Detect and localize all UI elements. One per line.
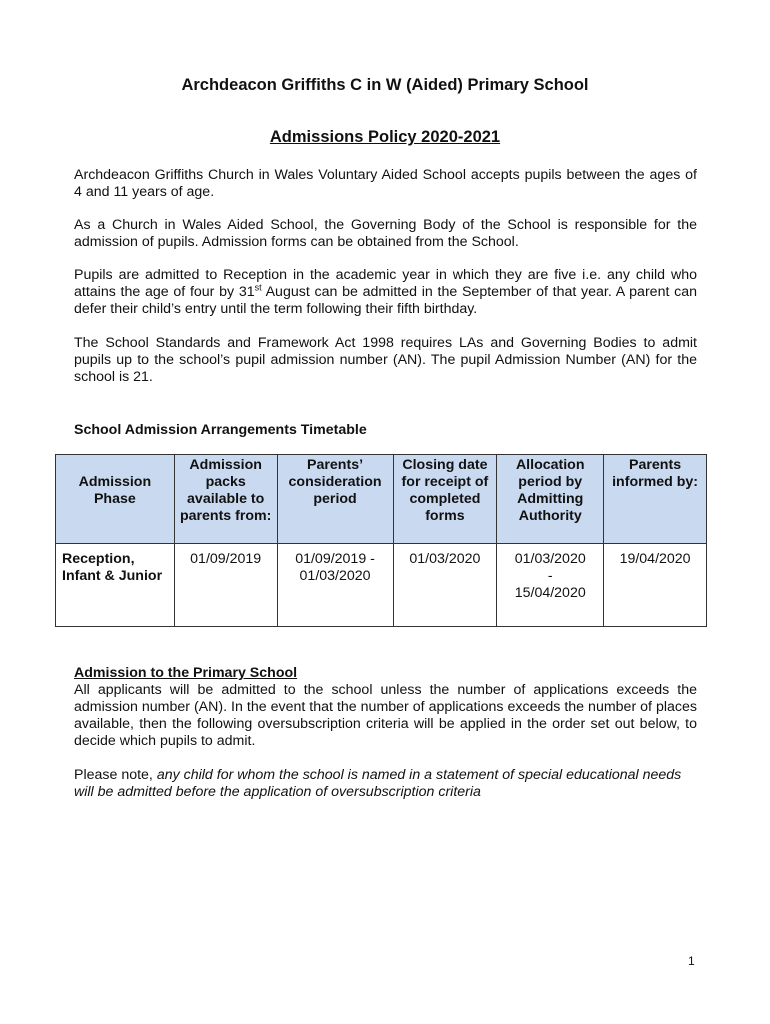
sen-note xyxy=(74,767,697,801)
intro-paragraph-2: As a Church in Wales Aided School, the Governing Body of the School is responsible for the admission of pupils. Admission forms can be obtained from the School. xyxy=(74,217,697,250)
reception-text-start: Pupils are admitted to Reception in the academic year in which they are five i.e. any child who attains the age of four by 31 xyxy=(74,267,697,300)
table-row xyxy=(56,544,707,627)
page-number: 1 xyxy=(688,954,695,968)
intro-paragraph-1: Archdeacon Griffiths Church in Wales Voluntary Aided School accepts pupils between the ages of 4 and 11 years of age. xyxy=(74,167,697,200)
sen-note-italic: any child for whom the school is named in a statement of special educational needs will be admitted before the application of oversubscription criteria xyxy=(74,767,682,800)
header-consideration-period: Parents’ consideration period xyxy=(277,455,393,544)
sen-note-lead: Please note, xyxy=(74,767,157,783)
primary-section-heading: Admission to the Primary School xyxy=(74,665,298,681)
cell-phase: Reception, Infant & Junior xyxy=(56,544,175,627)
header-parents-informed: Parents informed by: xyxy=(604,455,707,544)
reception-text-end: August can be admitted in the September of that year. A parent can defer their child’s entry until the term following their fifth birthday. xyxy=(74,284,697,317)
ordinal-suffix: st xyxy=(254,282,262,293)
act-paragraph: The School Standards and Framework Act 1998 requires LAs and Governing Bodies to admit pupils up to the school’s pupil admission number (AN). The pupil Admission Number (AN) for the school is 21. xyxy=(74,335,697,385)
school-title: Archdeacon Griffiths C in W (Aided) Primary School xyxy=(181,76,589,94)
cell-packs-from: 01/09/2019 xyxy=(174,544,277,627)
table-header-row xyxy=(56,455,707,544)
primary-section xyxy=(74,665,697,750)
admission-timetable xyxy=(55,454,707,627)
timetable-heading: School Admission Arrangements Timetable xyxy=(74,422,367,438)
header-admission-phase: Admission Phase xyxy=(56,455,175,544)
policy-subtitle xyxy=(0,128,770,147)
policy-subtitle-text: Admissions Policy 2020-2021 xyxy=(269,128,501,146)
header-closing-date: Closing date for receipt of completed forms xyxy=(393,455,497,544)
cell-allocation: 01/03/2020 - 15/04/2020 xyxy=(497,544,604,627)
header-allocation-period: Allocation period by Admitting Authority xyxy=(497,455,604,544)
header-packs-available: Admission packs available to parents from: xyxy=(174,455,277,544)
primary-section-body: All applicants will be admitted to the school unless the number of applications exceeds the admission number (AN). In the event that the number of applications exceeds the number of places available, then the following oversubscription criteria will be applied in the order set out below, to decide which pupils to admit. xyxy=(74,682,697,749)
cell-informed-by: 19/04/2020 xyxy=(604,544,707,627)
reception-paragraph xyxy=(74,267,697,318)
cell-closing: 01/03/2020 xyxy=(393,544,497,627)
cell-consideration: 01/09/2019 - 01/03/2020 xyxy=(277,544,393,627)
